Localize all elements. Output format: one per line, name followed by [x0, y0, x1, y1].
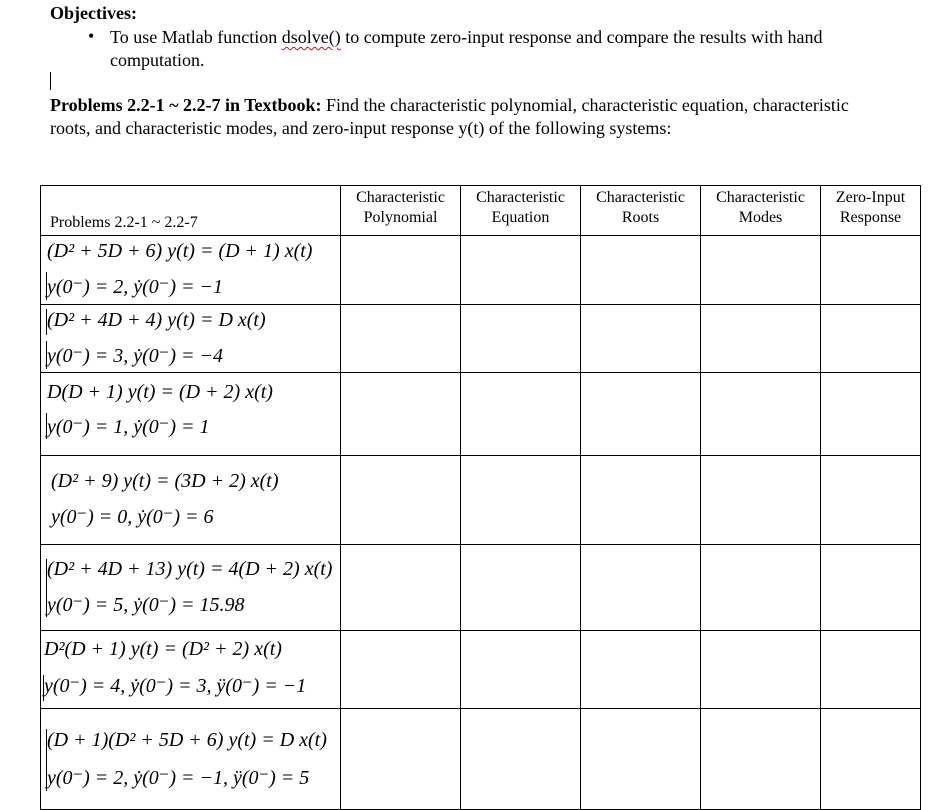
equation: (D² + 5D + 6) y(t) = (D + 1) x(t) [47, 240, 313, 262]
initial-conditions: y(0⁻) = 1, ẏ(0⁻) = 1 [47, 416, 210, 438]
answer-cell[interactable] [701, 709, 821, 810]
answer-cell[interactable] [461, 545, 581, 631]
header-line2: Equation [491, 209, 550, 226]
problem-cell [41, 545, 341, 631]
answer-cell[interactable] [701, 631, 821, 709]
problem-cell [41, 236, 341, 305]
answer-cell[interactable] [341, 456, 461, 545]
answer-cell[interactable] [821, 456, 921, 545]
answer-cell[interactable] [701, 373, 821, 456]
table-row [41, 373, 921, 456]
answer-cell[interactable] [821, 709, 921, 810]
equation: (D² + 4D + 4) y(t) = D x(t) [47, 309, 266, 331]
header-line2: Modes [738, 209, 783, 226]
problem-cell [41, 709, 341, 810]
answer-cell[interactable] [341, 305, 461, 373]
problems-paragraph [50, 94, 870, 140]
answer-cell[interactable] [701, 236, 821, 305]
table-row [41, 236, 921, 305]
header-char-equation [461, 186, 581, 236]
initial-conditions: y(0⁻) = 2, ẏ(0⁻) = −1, ÿ(0⁻) = 5 [47, 767, 310, 789]
answer-cell[interactable] [341, 545, 461, 631]
answer-cell[interactable] [461, 709, 581, 810]
table-row [41, 305, 921, 373]
header-char-roots [581, 186, 701, 236]
answer-cell[interactable] [461, 236, 581, 305]
header-line1: Characteristic [596, 189, 685, 206]
answer-cell[interactable] [341, 631, 461, 709]
problems-heading: Problems 2.2-1 ~ 2.2-7 in Textbook: [50, 95, 322, 115]
answer-cell[interactable] [821, 236, 921, 305]
problem-cell [41, 305, 341, 373]
table-row [41, 456, 921, 545]
problems-table [40, 185, 921, 810]
header-char-polynomial [341, 186, 461, 236]
objectives-text [110, 26, 850, 72]
header-line1: Zero-Input [835, 189, 906, 206]
function-name-spellcheck[interactable]: dsolve() [281, 27, 341, 47]
answer-cell[interactable] [581, 456, 701, 545]
answer-cell[interactable] [461, 305, 581, 373]
answer-cell[interactable] [581, 631, 701, 709]
problem-cell [41, 631, 341, 709]
answer-cell[interactable] [581, 305, 701, 373]
header-zero-input [821, 186, 921, 236]
answer-cell[interactable] [821, 305, 921, 373]
initial-conditions: y(0⁻) = 4, ẏ(0⁻) = 3, ÿ(0⁻) = −1 [44, 675, 307, 697]
equation: (D² + 4D + 13) y(t) = 4(D + 2) x(t) [47, 558, 333, 580]
answer-cell[interactable] [461, 373, 581, 456]
answer-cell[interactable] [701, 545, 821, 631]
initial-conditions: y(0⁻) = 2, ẏ(0⁻) = −1 [47, 276, 223, 298]
answer-cell[interactable] [701, 305, 821, 373]
answer-cell[interactable] [341, 236, 461, 305]
answer-cell[interactable] [581, 373, 701, 456]
initial-conditions: y(0⁻) = 5, ẏ(0⁻) = 15.98 [47, 594, 245, 616]
answer-cell[interactable] [581, 236, 701, 305]
header-line2: Response [839, 209, 902, 226]
header-problems: Problems 2.2-1 ~ 2.2-7 [41, 186, 341, 236]
header-char-modes [701, 186, 821, 236]
header-line1: Characteristic [476, 189, 565, 206]
objectives-title: Objectives: [50, 3, 137, 23]
initial-conditions: y(0⁻) = 3, ẏ(0⁻) = −4 [47, 345, 223, 367]
problems-text: Find the characteristic polynomial, characteristic equation, characteristic roots, and characteristic modes, and zero-input response y(t) of the following systems: [50, 95, 849, 138]
bullet-icon: • [88, 26, 95, 46]
equation: (D + 1)(D² + 5D + 6) y(t) = D x(t) [47, 729, 327, 751]
answer-cell[interactable] [821, 631, 921, 709]
header-line1: Characteristic [356, 189, 445, 206]
objectives-text-after: to compute zero-input response and compare the results with hand computation. [110, 27, 823, 70]
table-row [41, 709, 921, 810]
answer-cell[interactable] [701, 456, 821, 545]
objectives-text-before: To use Matlab function [110, 27, 282, 47]
header-line2: Polynomial [363, 209, 438, 226]
answer-cell[interactable] [341, 373, 461, 456]
answer-cell[interactable] [581, 709, 701, 810]
equation: D(D + 1) y(t) = (D + 2) x(t) [47, 381, 273, 403]
table-header-row [41, 186, 921, 236]
problem-cell [41, 373, 341, 456]
problem-cell [41, 456, 341, 545]
answer-cell[interactable] [821, 545, 921, 631]
equation: D²(D + 1) y(t) = (D² + 2) x(t) [44, 638, 282, 660]
table-row [41, 631, 921, 709]
answer-cell[interactable] [461, 631, 581, 709]
text-cursor [50, 72, 51, 90]
equation: (D² + 9) y(t) = (3D + 2) x(t) [51, 470, 279, 492]
answer-cell[interactable] [821, 373, 921, 456]
header-line2: Roots [621, 209, 660, 226]
table-row [41, 545, 921, 631]
answer-cell[interactable] [341, 709, 461, 810]
answer-cell[interactable] [461, 456, 581, 545]
answer-cell[interactable] [581, 545, 701, 631]
initial-conditions: y(0⁻) = 0, ẏ(0⁻) = 6 [51, 506, 214, 528]
header-line1: Characteristic [716, 189, 805, 206]
